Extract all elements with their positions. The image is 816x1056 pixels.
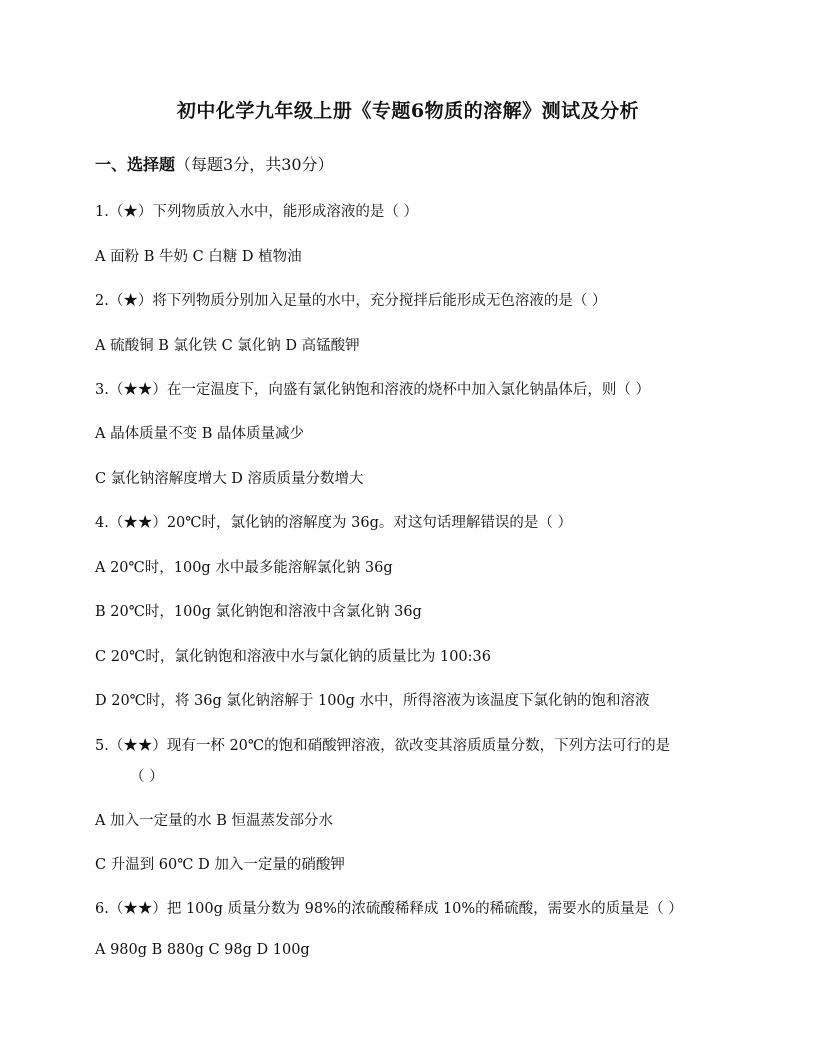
section-heading <box>95 152 334 175</box>
page-title: 初中化学九年级上册《专题6物质的溶解》测试及分析 <box>176 100 640 122</box>
question-5-options-ab: A 加入一定量的水 B 恒温蒸发部分水 <box>95 813 333 829</box>
question-4: 4.（★★）20℃时，氯化钠的溶解度为 36g。对这句话理解错误的是（ ） <box>95 515 572 531</box>
question-3-options-ab: A 晶体质量不变 B 晶体质量减少 <box>95 426 304 442</box>
question-2-options: A 硫酸铜 B 氯化铁 C 氯化钠 D 高锰酸钾 <box>95 338 360 354</box>
question-6-options: A 980g B 880g C 98g D 100g <box>95 942 310 958</box>
question-3: 3.（★★）在一定温度下，向盛有氯化钠饱和溶液的烧杯中加入氯化钠晶体后，则（ ） <box>95 382 650 398</box>
section-note: （每题3分，共30分） <box>175 155 334 174</box>
question-5-blank: （ ） <box>130 769 164 785</box>
question-3-options-cd: C 氯化钠溶解度增大 D 溶质质量分数增大 <box>95 471 364 487</box>
question-2: 2.（★）将下列物质分别加入足量的水中，充分搅拌后能形成无色溶液的是（ ） <box>95 293 607 309</box>
question-4-option-b: B 20℃时，100g 氯化钠饱和溶液中含氯化钠 36g <box>95 604 422 620</box>
question-5: 5.（★★）现有一杯 20℃的饱和硝酸钾溶液，欲改变其溶质质量分数，下列方法可行的是 <box>95 738 671 754</box>
question-4-option-a: A 20℃时，100g 水中最多能溶解氯化钠 36g <box>95 560 393 576</box>
question-6: 6.（★★）把 100g 质量分数为 98%的浓硫酸稀释成 10%的稀硫酸，需要水的质量是（ ） <box>95 901 683 917</box>
section-title: 一、选择题 <box>95 155 176 174</box>
question-4-option-d: D 20℃时，将 36g 氯化钠溶解于 100g 水中，所得溶液为该温度下氯化钠的饱和溶液 <box>95 693 650 709</box>
question-1: 1.（★）下列物质放入水中，能形成溶液的是（ ） <box>95 204 418 220</box>
question-1-options: A 面粉 B 牛奶 C 白糖 D 植物油 <box>95 249 302 265</box>
question-4-option-c: C 20℃时，氯化钠饱和溶液中水与氯化钠的质量比为 100:36 <box>95 649 491 665</box>
question-5-options-cd: C 升温到 60℃ D 加入一定量的硝酸钾 <box>95 857 345 873</box>
